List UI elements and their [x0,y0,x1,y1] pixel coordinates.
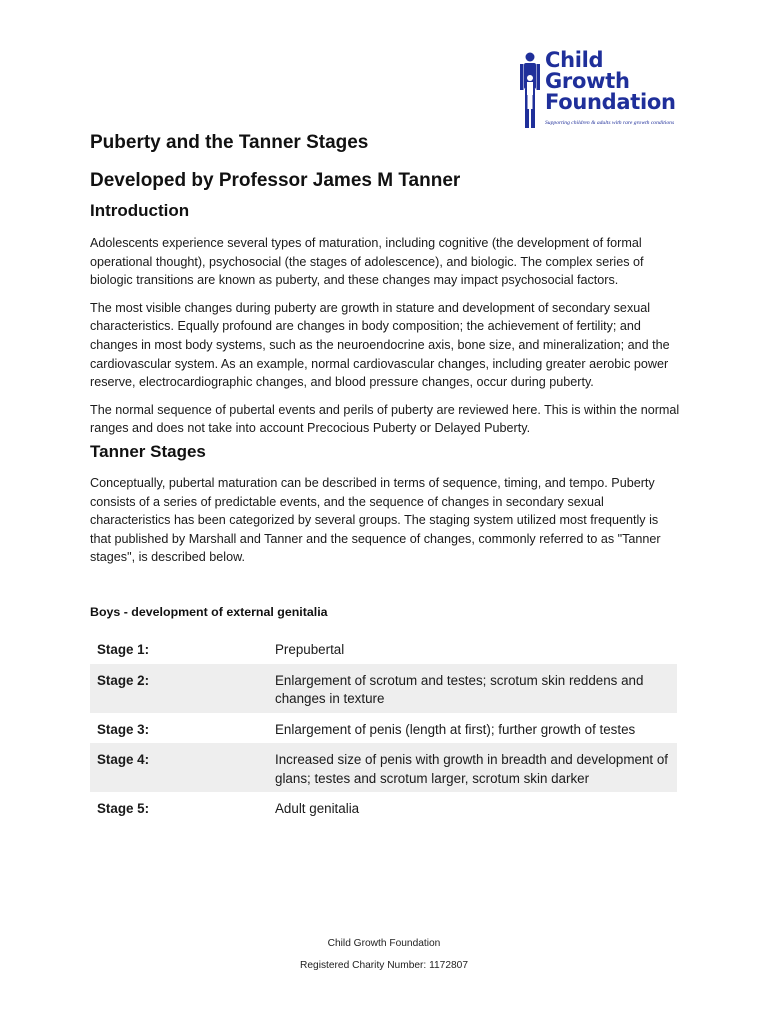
table-row [90,664,677,713]
stage-description: Increased size of penis with growth in breadth and development of glans; testes and scrotum larger, scrotum skin darker [275,752,669,786]
document-body [90,128,680,823]
table-row [90,743,677,792]
tanner-paragraph: Conceptually, pubertal maturation can be described in terms of sequence, timing, and tempo. Puberty consists of a series of predictable events, and the sequence of changes in secondary sexual characteristics has been categorized by several groups. The staging system utilized most frequently is that published by Marshall and Tanner and the sequence of changes, commonly referred to as "Tanner stages", is described below. [90,475,661,565]
logo-tagline: Supporting children & adults with rare growth conditions [545,120,675,126]
stage-description: Enlargement of scrotum and testes; scrotum skin reddens and changes in texture [275,672,644,707]
stage-label: Stage 2: [97,672,150,688]
logo-line-foundation: Foundation [545,90,676,114]
intro-paragraph: The normal sequence of pubertal events and perils of puberty are reviewed here. This is within the normal ranges and does not take into account Precocious Puberty or Delayed Puberty. [90,402,680,436]
stage-label: Stage 4: [97,752,150,768]
logo-line-child: Child [545,48,604,72]
document-subtitle: Developed by Professor James M Tanner [90,170,461,191]
stage-label: Stage 3: [97,721,150,737]
footer-charity-number: Registered Charity Number: 1172807 [300,960,468,971]
table-row [90,792,677,823]
document-title: Puberty and the Tanner Stages [90,132,369,153]
family-figures-icon [518,52,542,128]
introduction-heading: Introduction [90,201,190,220]
intro-paragraph: The most visible changes during puberty are growth in stature and development of secondary sexual characteristics. Equally profound are changes in body composition; the achievement of fertility; and changes in most body systems, such as the neuroendocrine axis, bone size, and mineralization; and the cardiovascular system. As an example, normal cardiovascular changes, including greater aerobic power reserve, electrocardiographic changes, and blood pressure changes, occur during puberty. [90,300,670,390]
logo-line-growth: Growth [545,69,630,93]
child-growth-foundation-logo [518,50,688,130]
logo-wordmark [545,50,676,113]
intro-paragraph: Adolescents experience several types of maturation, including cognitive (the development of formal operational thought), psychosocial (the stages of adolescence), and biologic. The complex series of biologic transitions are known as puberty, and these changes may impact psychosocial factors. [90,236,644,288]
boys-stages-table [90,633,677,823]
boys-table-heading: Boys - development of external genitalia [90,604,328,619]
stage-description: Enlargement of penis (length at first); further growth of testes [275,721,636,737]
tanner-stages-heading: Tanner Stages [90,441,206,461]
stage-label: Stage 5: [97,801,150,817]
stage-description: Adult genitalia [275,801,360,817]
stage-label: Stage 1: [97,641,150,657]
footer-organisation-name: Child Growth Foundation [327,938,441,949]
table-row [90,713,677,744]
table-row [90,633,677,664]
stage-description: Prepubertal [275,641,345,657]
